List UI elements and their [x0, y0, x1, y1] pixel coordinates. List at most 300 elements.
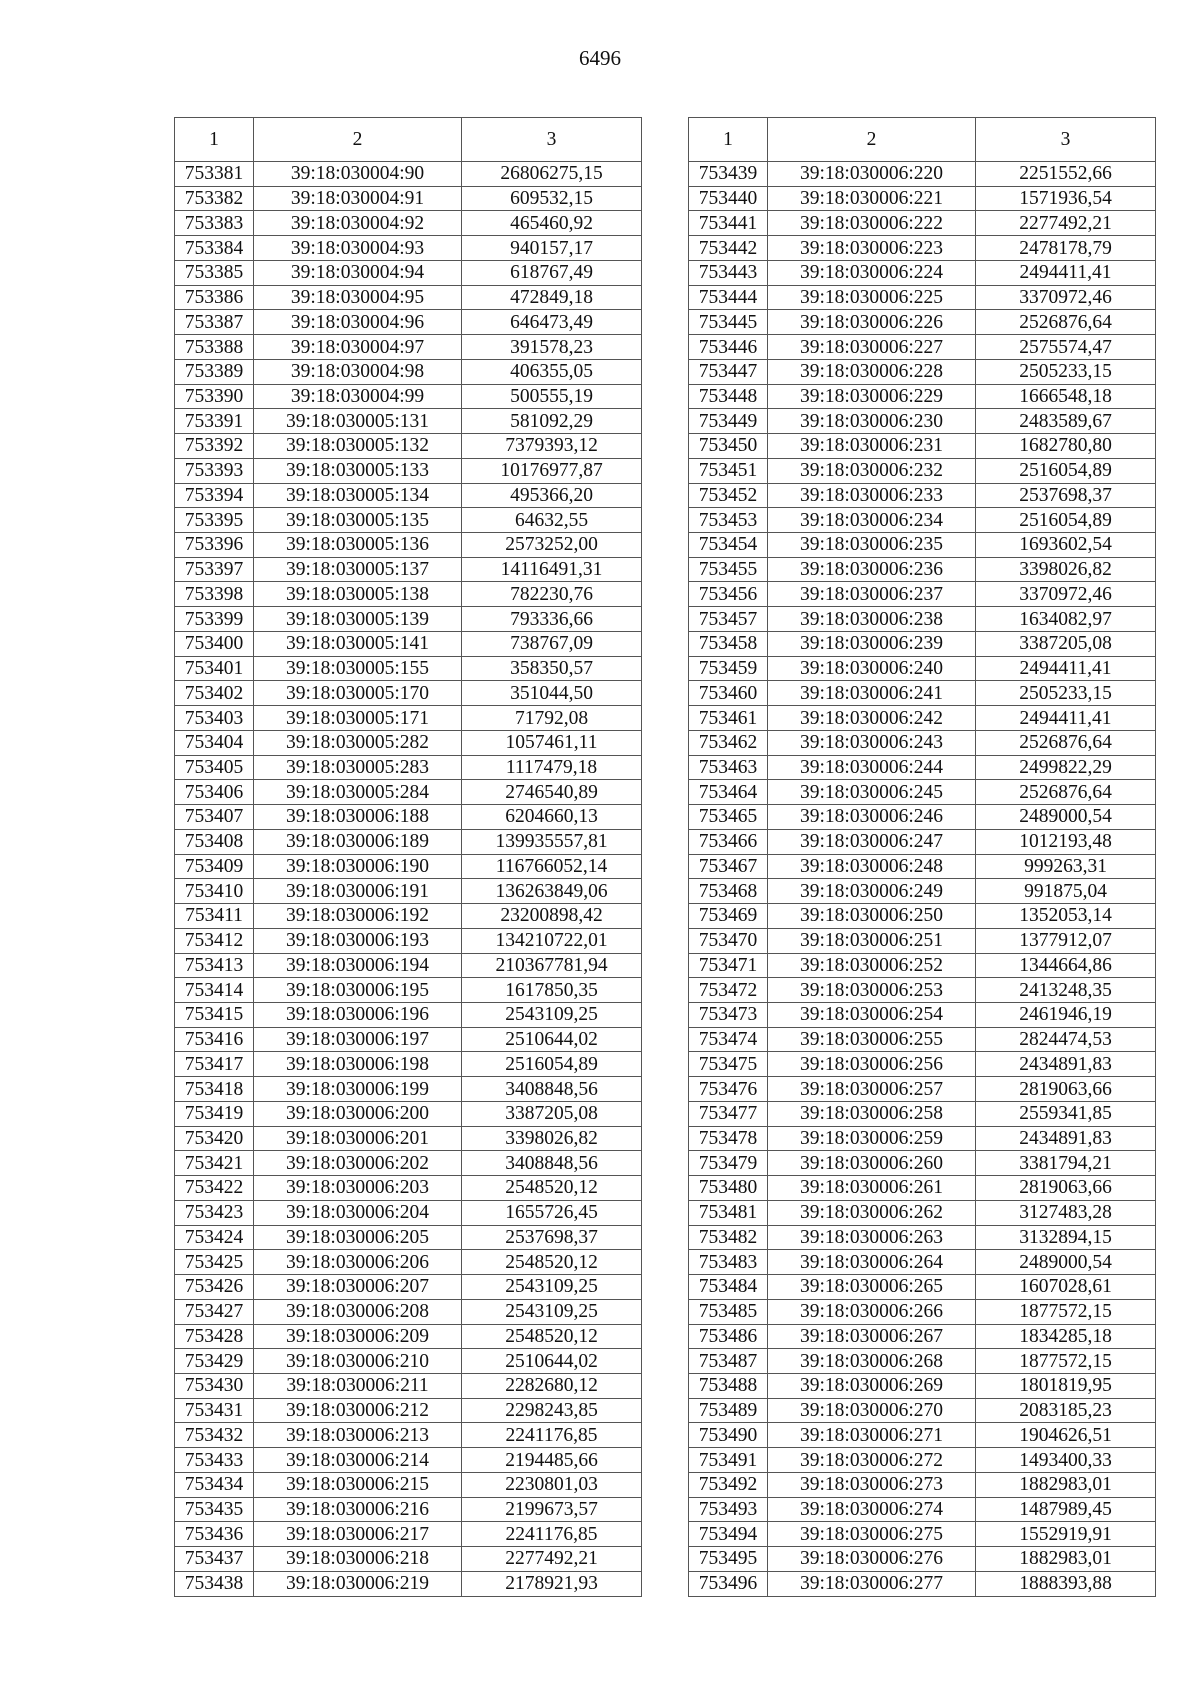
table-row [689, 1349, 1156, 1374]
cadastral-number-cell: 39:18:030005:282 [254, 730, 462, 755]
cadastral-number-cell: 39:18:030006:214 [254, 1448, 462, 1473]
row-number-cell: 753391 [175, 409, 254, 434]
row-number-cell: 753395 [175, 508, 254, 533]
cadastral-number-cell: 39:18:030006:206 [254, 1250, 462, 1275]
row-number-cell: 753479 [689, 1151, 768, 1176]
row-number-cell: 753407 [175, 805, 254, 830]
table-row [175, 1275, 642, 1300]
cadastral-number-cell: 39:18:030004:92 [254, 211, 462, 236]
table-row [689, 829, 1156, 854]
row-number-cell: 753480 [689, 1176, 768, 1201]
value-cell: 2461946,19 [976, 1002, 1156, 1027]
value-cell: 2277492,21 [976, 211, 1156, 236]
cadastral-number-cell: 39:18:030006:219 [254, 1571, 462, 1596]
table-row [689, 508, 1156, 533]
table-row [689, 879, 1156, 904]
table-row [689, 1002, 1156, 1027]
row-number-cell: 753412 [175, 928, 254, 953]
row-number-cell: 753385 [175, 260, 254, 285]
cadastral-number-cell: 39:18:030006:224 [768, 260, 976, 285]
value-cell: 2298243,85 [462, 1398, 642, 1423]
cadastral-number-cell: 39:18:030006:188 [254, 805, 462, 830]
cadastral-number-cell: 39:18:030006:192 [254, 904, 462, 929]
table-row [689, 533, 1156, 558]
value-cell: 3408848,56 [462, 1151, 642, 1176]
row-number-cell: 753463 [689, 755, 768, 780]
table-row [175, 1151, 642, 1176]
table-row [175, 829, 642, 854]
row-number-cell: 753421 [175, 1151, 254, 1176]
row-number-cell: 753432 [175, 1423, 254, 1448]
cadastral-number-cell: 39:18:030006:213 [254, 1423, 462, 1448]
value-cell: 3408848,56 [462, 1077, 642, 1102]
table-row [689, 706, 1156, 731]
value-cell: 495366,20 [462, 483, 642, 508]
row-number-cell: 753402 [175, 681, 254, 706]
table-row [689, 483, 1156, 508]
value-cell: 1655726,45 [462, 1200, 642, 1225]
column-header-3: 3 [462, 118, 642, 162]
cadastral-number-cell: 39:18:030006:191 [254, 879, 462, 904]
row-number-cell: 753444 [689, 285, 768, 310]
table-row [689, 557, 1156, 582]
value-cell: 10176977,87 [462, 458, 642, 483]
table-row [175, 1349, 642, 1374]
table-row [689, 1151, 1156, 1176]
value-cell: 2537698,37 [976, 483, 1156, 508]
cadastral-number-cell: 39:18:030006:215 [254, 1472, 462, 1497]
value-cell: 2548520,12 [462, 1176, 642, 1201]
row-number-cell: 753416 [175, 1027, 254, 1052]
table-row [689, 434, 1156, 459]
data-table-left [174, 117, 642, 1597]
table-row [175, 1299, 642, 1324]
cadastral-number-cell: 39:18:030006:255 [768, 1027, 976, 1052]
table-row [175, 1176, 642, 1201]
row-number-cell: 753436 [175, 1522, 254, 1547]
cadastral-number-cell: 39:18:030005:283 [254, 755, 462, 780]
table-row [175, 1126, 642, 1151]
row-number-cell: 753405 [175, 755, 254, 780]
row-number-cell: 753428 [175, 1324, 254, 1349]
table-row [689, 953, 1156, 978]
value-cell: 3387205,08 [976, 631, 1156, 656]
table-row [175, 1472, 642, 1497]
value-cell: 71792,08 [462, 706, 642, 731]
cadastral-number-cell: 39:18:030006:226 [768, 310, 976, 335]
cadastral-number-cell: 39:18:030006:264 [768, 1250, 976, 1275]
table-row [175, 1423, 642, 1448]
cadastral-number-cell: 39:18:030006:271 [768, 1423, 976, 1448]
row-number-cell: 753394 [175, 483, 254, 508]
row-number-cell: 753482 [689, 1225, 768, 1250]
value-cell: 465460,92 [462, 211, 642, 236]
cadastral-number-cell: 39:18:030006:257 [768, 1077, 976, 1102]
cadastral-number-cell: 39:18:030006:216 [254, 1497, 462, 1522]
row-number-cell: 753414 [175, 978, 254, 1003]
row-number-cell: 753496 [689, 1571, 768, 1596]
row-number-cell: 753420 [175, 1126, 254, 1151]
value-cell: 2505233,15 [976, 681, 1156, 706]
row-number-cell: 753401 [175, 656, 254, 681]
cadastral-number-cell: 39:18:030005:171 [254, 706, 462, 731]
cadastral-number-cell: 39:18:030006:232 [768, 458, 976, 483]
cadastral-number-cell: 39:18:030006:240 [768, 656, 976, 681]
table-row [689, 1472, 1156, 1497]
value-cell: 2824474,53 [976, 1027, 1156, 1052]
value-cell: 391578,23 [462, 335, 642, 360]
table-row [689, 1200, 1156, 1225]
table-row [689, 730, 1156, 755]
table-row [175, 681, 642, 706]
cadastral-number-cell: 39:18:030006:247 [768, 829, 976, 854]
row-number-cell: 753431 [175, 1398, 254, 1423]
value-cell: 1344664,86 [976, 953, 1156, 978]
cadastral-number-cell: 39:18:030006:258 [768, 1101, 976, 1126]
table-row [689, 1324, 1156, 1349]
value-cell: 2516054,89 [976, 508, 1156, 533]
value-cell: 3370972,46 [976, 285, 1156, 310]
value-cell: 1904626,51 [976, 1423, 1156, 1448]
table-row [689, 384, 1156, 409]
cadastral-number-cell: 39:18:030006:223 [768, 236, 976, 261]
table-row [689, 1299, 1156, 1324]
value-cell: 2434891,83 [976, 1126, 1156, 1151]
cadastral-number-cell: 39:18:030006:211 [254, 1373, 462, 1398]
row-number-cell: 753400 [175, 631, 254, 656]
row-number-cell: 753457 [689, 607, 768, 632]
row-number-cell: 753418 [175, 1077, 254, 1102]
table-row [689, 1522, 1156, 1547]
table-body [689, 162, 1156, 1597]
cadastral-number-cell: 39:18:030005:284 [254, 780, 462, 805]
table-row [689, 236, 1156, 261]
table-row [175, 656, 642, 681]
cadastral-number-cell: 39:18:030005:170 [254, 681, 462, 706]
table-row [175, 335, 642, 360]
cadastral-number-cell: 39:18:030005:132 [254, 434, 462, 459]
value-cell: 2543109,25 [462, 1275, 642, 1300]
row-number-cell: 753389 [175, 359, 254, 384]
value-cell: 2199673,57 [462, 1497, 642, 1522]
cadastral-number-cell: 39:18:030006:246 [768, 805, 976, 830]
table-row [175, 1373, 642, 1398]
table-row [689, 681, 1156, 706]
table-row [175, 434, 642, 459]
cadastral-number-cell: 39:18:030006:231 [768, 434, 976, 459]
cadastral-number-cell: 39:18:030005:138 [254, 582, 462, 607]
cadastral-number-cell: 39:18:030006:274 [768, 1497, 976, 1522]
cadastral-number-cell: 39:18:030006:230 [768, 409, 976, 434]
table-row [175, 211, 642, 236]
cadastral-number-cell: 39:18:030006:218 [254, 1547, 462, 1572]
table-row [689, 335, 1156, 360]
value-cell: 2478178,79 [976, 236, 1156, 261]
value-cell: 738767,09 [462, 631, 642, 656]
table-row [689, 607, 1156, 632]
row-number-cell: 753449 [689, 409, 768, 434]
cadastral-number-cell: 39:18:030006:251 [768, 928, 976, 953]
table-row [689, 1448, 1156, 1473]
row-number-cell: 753384 [175, 236, 254, 261]
table-row [175, 953, 642, 978]
table-row [175, 1324, 642, 1349]
row-number-cell: 753409 [175, 854, 254, 879]
cadastral-number-cell: 39:18:030006:235 [768, 533, 976, 558]
value-cell: 1607028,61 [976, 1275, 1156, 1300]
value-cell: 1888393,88 [976, 1571, 1156, 1596]
cadastral-number-cell: 39:18:030006:268 [768, 1349, 976, 1374]
cadastral-number-cell: 39:18:030006:236 [768, 557, 976, 582]
row-number-cell: 753464 [689, 780, 768, 805]
cadastral-number-cell: 39:18:030006:256 [768, 1052, 976, 1077]
cadastral-number-cell: 39:18:030006:227 [768, 335, 976, 360]
row-number-cell: 753483 [689, 1250, 768, 1275]
value-cell: 1882983,01 [976, 1547, 1156, 1572]
cadastral-number-cell: 39:18:030006:245 [768, 780, 976, 805]
table-row [689, 1176, 1156, 1201]
cadastral-number-cell: 39:18:030006:220 [768, 162, 976, 187]
cadastral-number-cell: 39:18:030006:254 [768, 1002, 976, 1027]
cadastral-number-cell: 39:18:030006:253 [768, 978, 976, 1003]
row-number-cell: 753478 [689, 1126, 768, 1151]
table-row [689, 1077, 1156, 1102]
value-cell: 782230,76 [462, 582, 642, 607]
row-number-cell: 753450 [689, 434, 768, 459]
row-number-cell: 753454 [689, 533, 768, 558]
cadastral-number-cell: 39:18:030006:194 [254, 953, 462, 978]
value-cell: 2575574,47 [976, 335, 1156, 360]
value-cell: 1882983,01 [976, 1472, 1156, 1497]
cadastral-number-cell: 39:18:030005:133 [254, 458, 462, 483]
cadastral-number-cell: 39:18:030004:94 [254, 260, 462, 285]
value-cell: 2194485,66 [462, 1448, 642, 1473]
table-row [175, 854, 642, 879]
table-row [175, 1027, 642, 1052]
table-row [689, 1571, 1156, 1596]
cadastral-number-cell: 39:18:030006:221 [768, 186, 976, 211]
cadastral-number-cell: 39:18:030006:244 [768, 755, 976, 780]
row-number-cell: 753392 [175, 434, 254, 459]
value-cell: 134210722,01 [462, 928, 642, 953]
value-cell: 1877572,15 [976, 1299, 1156, 1324]
value-cell: 2746540,89 [462, 780, 642, 805]
row-number-cell: 753419 [175, 1101, 254, 1126]
row-number-cell: 753437 [175, 1547, 254, 1572]
table-row [175, 260, 642, 285]
row-number-cell: 753429 [175, 1349, 254, 1374]
value-cell: 646473,49 [462, 310, 642, 335]
value-cell: 1617850,35 [462, 978, 642, 1003]
row-number-cell: 753452 [689, 483, 768, 508]
value-cell: 1801819,95 [976, 1373, 1156, 1398]
value-cell: 3398026,82 [462, 1126, 642, 1151]
row-number-cell: 753455 [689, 557, 768, 582]
table-row [175, 359, 642, 384]
cadastral-number-cell: 39:18:030006:248 [768, 854, 976, 879]
value-cell: 609532,15 [462, 186, 642, 211]
table-row [689, 928, 1156, 953]
cadastral-number-cell: 39:18:030006:203 [254, 1176, 462, 1201]
table-row [689, 904, 1156, 929]
row-number-cell: 753488 [689, 1373, 768, 1398]
value-cell: 581092,29 [462, 409, 642, 434]
table-row [689, 805, 1156, 830]
cadastral-number-cell: 39:18:030006:252 [768, 953, 976, 978]
row-number-cell: 753422 [175, 1176, 254, 1201]
table-row [689, 1250, 1156, 1275]
row-number-cell: 753425 [175, 1250, 254, 1275]
table-row [175, 310, 642, 335]
cadastral-number-cell: 39:18:030006:242 [768, 706, 976, 731]
value-cell: 1057461,11 [462, 730, 642, 755]
row-number-cell: 753382 [175, 186, 254, 211]
value-cell: 2494411,41 [976, 706, 1156, 731]
value-cell: 3387205,08 [462, 1101, 642, 1126]
row-number-cell: 753413 [175, 953, 254, 978]
cadastral-number-cell: 39:18:030006:261 [768, 1176, 976, 1201]
value-cell: 1634082,97 [976, 607, 1156, 632]
value-cell: 2489000,54 [976, 805, 1156, 830]
value-cell: 2543109,25 [462, 1299, 642, 1324]
row-number-cell: 753485 [689, 1299, 768, 1324]
table-row [689, 186, 1156, 211]
row-number-cell: 753443 [689, 260, 768, 285]
table-row [175, 483, 642, 508]
cadastral-number-cell: 39:18:030006:212 [254, 1398, 462, 1423]
value-cell: 2178921,93 [462, 1571, 642, 1596]
value-cell: 2083185,23 [976, 1398, 1156, 1423]
cadastral-number-cell: 39:18:030006:238 [768, 607, 976, 632]
table-row [689, 260, 1156, 285]
table-row [175, 1547, 642, 1572]
row-number-cell: 753417 [175, 1052, 254, 1077]
value-cell: 136263849,06 [462, 879, 642, 904]
row-number-cell: 753469 [689, 904, 768, 929]
table-row [175, 1250, 642, 1275]
row-number-cell: 753484 [689, 1275, 768, 1300]
cadastral-number-cell: 39:18:030006:199 [254, 1077, 462, 1102]
cadastral-number-cell: 39:18:030004:99 [254, 384, 462, 409]
data-table-right [688, 117, 1156, 1597]
cadastral-number-cell: 39:18:030006:193 [254, 928, 462, 953]
value-cell: 2494411,41 [976, 656, 1156, 681]
value-cell: 2282680,12 [462, 1373, 642, 1398]
table-row [689, 1497, 1156, 1522]
table-row [175, 1101, 642, 1126]
row-number-cell: 753434 [175, 1472, 254, 1497]
row-number-cell: 753440 [689, 186, 768, 211]
table-row [175, 1571, 642, 1596]
row-number-cell: 753486 [689, 1324, 768, 1349]
row-number-cell: 753415 [175, 1002, 254, 1027]
table-body [175, 162, 642, 1597]
table-row [689, 1373, 1156, 1398]
cadastral-number-cell: 39:18:030006:267 [768, 1324, 976, 1349]
table-row [175, 1200, 642, 1225]
value-cell: 2543109,25 [462, 1002, 642, 1027]
page-number: 6496 [579, 46, 621, 70]
value-cell: 3132894,15 [976, 1225, 1156, 1250]
table-row [689, 1547, 1156, 1572]
table-row [689, 211, 1156, 236]
cadastral-number-cell: 39:18:030004:96 [254, 310, 462, 335]
row-number-cell: 753472 [689, 978, 768, 1003]
value-cell: 3127483,28 [976, 1200, 1156, 1225]
value-cell: 2434891,83 [976, 1052, 1156, 1077]
cadastral-number-cell: 39:18:030006:204 [254, 1200, 462, 1225]
table-row [175, 780, 642, 805]
table-row [689, 1126, 1156, 1151]
row-number-cell: 753423 [175, 1200, 254, 1225]
value-cell: 210367781,94 [462, 953, 642, 978]
table-row [689, 755, 1156, 780]
cadastral-number-cell: 39:18:030005:139 [254, 607, 462, 632]
row-number-cell: 753435 [175, 1497, 254, 1522]
row-number-cell: 753441 [689, 211, 768, 236]
cadastral-number-cell: 39:18:030006:198 [254, 1052, 462, 1077]
cadastral-number-cell: 39:18:030004:93 [254, 236, 462, 261]
row-number-cell: 753430 [175, 1373, 254, 1398]
cadastral-number-cell: 39:18:030004:91 [254, 186, 462, 211]
table-row [175, 162, 642, 187]
row-number-cell: 753458 [689, 631, 768, 656]
cadastral-number-cell: 39:18:030006:207 [254, 1275, 462, 1300]
table-row [689, 310, 1156, 335]
cadastral-number-cell: 39:18:030006:239 [768, 631, 976, 656]
row-number-cell: 753381 [175, 162, 254, 187]
table-row [175, 508, 642, 533]
row-number-cell: 753390 [175, 384, 254, 409]
row-number-cell: 753424 [175, 1225, 254, 1250]
cadastral-number-cell: 39:18:030006:266 [768, 1299, 976, 1324]
column-header-3: 3 [976, 118, 1156, 162]
value-cell: 999263,31 [976, 854, 1156, 879]
value-cell: 1877572,15 [976, 1349, 1156, 1374]
cadastral-number-cell: 39:18:030006:233 [768, 483, 976, 508]
value-cell: 1666548,18 [976, 384, 1156, 409]
cadastral-number-cell: 39:18:030005:135 [254, 508, 462, 533]
value-cell: 116766052,14 [462, 854, 642, 879]
value-cell: 2241176,85 [462, 1522, 642, 1547]
row-number-cell: 753396 [175, 533, 254, 558]
row-number-cell: 753383 [175, 211, 254, 236]
value-cell: 1834285,18 [976, 1324, 1156, 1349]
column-header-1: 1 [689, 118, 768, 162]
table-row [689, 582, 1156, 607]
cadastral-number-cell: 39:18:030006:195 [254, 978, 462, 1003]
cadastral-number-cell: 39:18:030006:196 [254, 1002, 462, 1027]
cadastral-number-cell: 39:18:030006:241 [768, 681, 976, 706]
row-number-cell: 753386 [175, 285, 254, 310]
value-cell: 2819063,66 [976, 1077, 1156, 1102]
value-cell: 3398026,82 [976, 557, 1156, 582]
row-number-cell: 753465 [689, 805, 768, 830]
table-row [175, 409, 642, 434]
table-row [175, 1002, 642, 1027]
row-number-cell: 753403 [175, 706, 254, 731]
row-number-cell: 753489 [689, 1398, 768, 1423]
cadastral-number-cell: 39:18:030006:265 [768, 1275, 976, 1300]
table-row [175, 978, 642, 1003]
value-cell: 793336,66 [462, 607, 642, 632]
column-header-2: 2 [768, 118, 976, 162]
value-cell: 2510644,02 [462, 1349, 642, 1374]
table-row [175, 236, 642, 261]
value-cell: 1487989,45 [976, 1497, 1156, 1522]
row-number-cell: 753445 [689, 310, 768, 335]
row-number-cell: 753475 [689, 1052, 768, 1077]
